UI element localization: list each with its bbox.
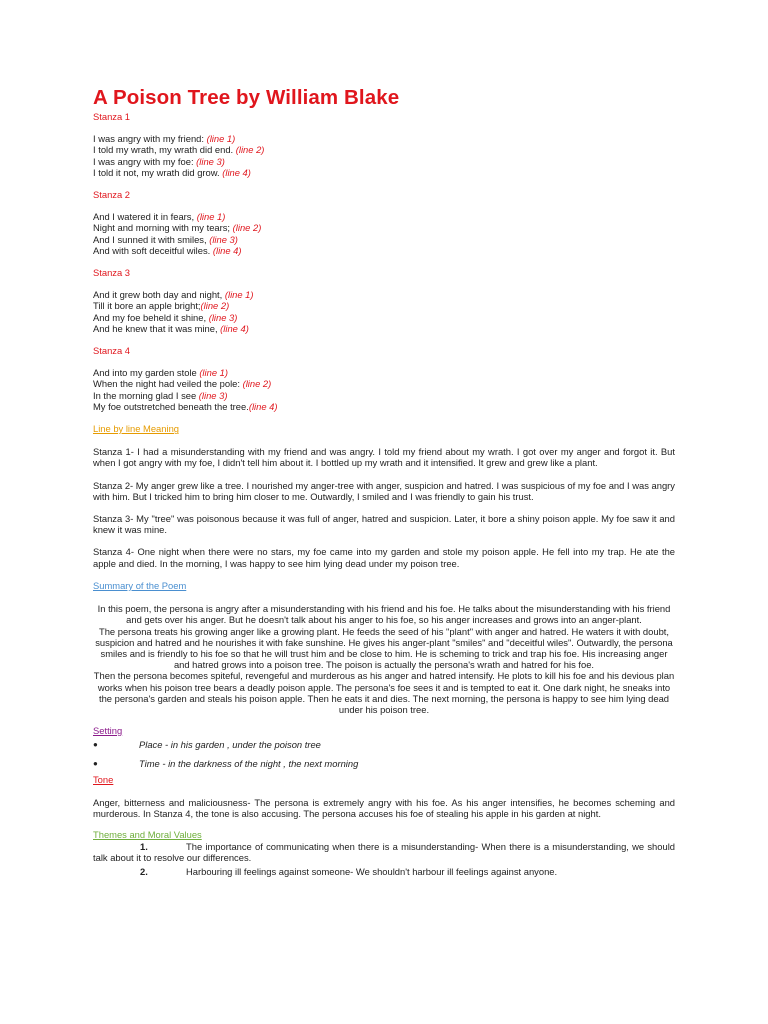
line-tag: (line 1)	[206, 133, 236, 145]
line-tag: (line 4)	[220, 322, 249, 334]
stanza-block	[93, 267, 675, 334]
meaning-paragraph: Stanza 1- I had a misunderstanding with my friend and was angry. I told my friend about my wrath. I got over my anger and forgot it. But when I got angry with my foe, I didn't tell him about it. I bottled up my wrath and it intensified. It grew and grew like a plant.	[93, 446, 675, 469]
tone-heading-link[interactable]: Tone	[93, 774, 114, 786]
theme-number: 2.	[140, 865, 148, 877]
summary-paragraph: The persona treats his growing anger like a growing plant. He feeds the seed of his "plant" with anger and hatred. He waters it with doubt, suspicion and hatred and he nourishes it with fake sunshine. He gives his anger-plant "smiles" and "deceitful wiles". Outwardly, the persona smiles and is friendly to his foe so that he will trust him and be close to him. He is scheming to trick and trap his foe. His increasing anger and hatred grows into a poison tree. The poison is actually the persona's wrath and hatred for his foe.	[95, 625, 673, 671]
poem-line-text: I was angry with my friend:	[93, 133, 207, 145]
poem-line	[93, 211, 675, 222]
stanza-lines	[93, 367, 675, 412]
bullet-icon: ●	[93, 740, 98, 750]
poem-line-text: And he knew that it was mine,	[93, 322, 221, 334]
setting-item-text: Time - in the darkness of the night , the next morning	[139, 758, 359, 770]
tone-paragraph: Anger, bitterness and maliciousness- The persona is extremely angry with his foe. As his anger intensifies, he becomes scheming and murderous. In Stanza 4, the tone is also accusing. The persona accuses his foe of stealing his apple in his garden at night.	[93, 796, 675, 819]
themes-heading-link[interactable]: Themes and Moral Values	[93, 828, 202, 840]
poem-line-text: And I watered it in fears,	[93, 211, 197, 223]
line-tag: (line 3)	[209, 233, 238, 245]
line-tag: (line 3)	[198, 389, 228, 401]
setting-heading-link[interactable]: Setting	[93, 725, 123, 737]
setting-section	[93, 725, 675, 769]
stanza-block	[93, 111, 675, 178]
line-tag: (line 4)	[212, 244, 242, 256]
poem-line	[93, 300, 675, 311]
theme-text: Harbouring ill feelings against someone- We shouldn't harbour ill feelings against anyone.	[186, 865, 558, 877]
poem-line-text: I was angry with my foe:	[93, 155, 197, 167]
poem-line-text: Till it bore an apple bright;	[93, 300, 201, 312]
poem-line-text: And with soft deceitful wiles.	[93, 244, 213, 256]
document-content	[93, 86, 675, 877]
line-tag: (line 4)	[222, 166, 251, 178]
theme-item	[93, 841, 675, 863]
poem-line-text: Night and morning with my tears;	[93, 222, 233, 234]
line-tag: (line 2)	[232, 222, 262, 234]
line-tag: (line 2)	[200, 300, 230, 312]
stanza-block	[93, 189, 675, 256]
poem-line	[93, 156, 675, 167]
line-tag: (line 1)	[196, 211, 226, 223]
stanza-heading: Stanza 2	[93, 189, 131, 201]
poem-line-text: When the night had veiled the pole:	[93, 378, 243, 390]
theme-text: The importance of communicating when there is a misunderstanding- When there is a misunderstanding, we should talk about it to resolve our differences.	[93, 841, 675, 864]
poem-line-text: And it grew both day and night,	[93, 289, 225, 301]
poem-line-text: And I sunned it with smiles,	[93, 233, 210, 245]
setting-item	[93, 739, 675, 750]
poem-line-text: My foe outstretched beneath the tree.	[93, 400, 249, 412]
poem-line	[93, 167, 675, 178]
meaning-section	[93, 423, 675, 569]
summary-heading-link[interactable]: Summary of the Poem	[93, 579, 187, 591]
poem-line-text: In the morning glad I see	[93, 389, 199, 401]
line-tag: (line 2)	[235, 144, 265, 156]
summary-paragraph: In this poem, the persona is angry after a misunderstanding with his friend and his foe. He talks about the misunderstanding with his friend and gets over his anger. But he doesn't talk about his anger to his foe, so his anger increases and grows into an anger-plant.	[97, 603, 671, 626]
meaning-paragraph: Stanza 2- My anger grew like a tree. I nourished my anger-tree with anger, suspicion and hatred. I was suspicious of my foe and I was angry with him. But I tricked him to bring him closer to me. Outwardly, I smiled and I was friendly to gain his trust.	[93, 479, 675, 502]
poem-line	[93, 378, 675, 389]
theme-number: 1.	[140, 841, 148, 853]
line-tag: (line 4)	[248, 400, 278, 412]
stanza-heading: Stanza 1	[93, 111, 131, 122]
themes-section	[93, 829, 675, 877]
page-title: A Poison Tree by William Blake	[93, 86, 400, 109]
line-tag: (line 3)	[196, 155, 225, 167]
stanza-heading: Stanza 4	[93, 345, 131, 357]
setting-item-text: Place - in his garden , under the poison tree	[139, 739, 321, 751]
summary-paragraph: Then the persona becomes spiteful, revengeful and murderous as his anger and hatred intensify. He plots to kill his foe and his devious plan works when his poison tree bears a deadly poison apple. The persona's foe sees it and is tempted to eat it. One dark night, he sneaks into the persona's garden and steals his poison apple. Then he eats it and dies. The next morning, the persona is happy to see him lying dead under his poison tree.	[93, 670, 675, 715]
poem-line-text: I told my wrath, my wrath did end.	[93, 144, 236, 156]
bullet-icon: ●	[93, 759, 98, 769]
poem-line	[93, 289, 675, 300]
poem-line	[93, 245, 675, 256]
poem-line	[93, 133, 675, 144]
stanza-lines	[93, 133, 675, 178]
poem-line-text: And into my garden stole	[93, 367, 200, 379]
line-tag: (line 2)	[242, 378, 272, 390]
poem-line	[93, 234, 675, 245]
poem-line	[93, 390, 675, 401]
poem-line-text: I told it not, my wrath did grow.	[93, 166, 223, 178]
poem-line-text: And my foe beheld it shine,	[93, 311, 209, 323]
setting-item	[93, 758, 675, 769]
theme-item	[93, 866, 675, 877]
meaning-paragraph: Stanza 3- My "tree" was poisonous because it was full of anger, hatred and suspicion. Later, it bore a shiny poison apple. My foe saw it and knew it was mine.	[93, 513, 675, 536]
line-tag: (line 3)	[208, 311, 238, 323]
stanza-heading: Stanza 3	[93, 267, 131, 279]
meaning-heading-link[interactable]: Line by line Meaning	[93, 423, 179, 435]
stanza-lines	[93, 211, 675, 256]
poem-line	[93, 401, 675, 412]
line-tag: (line 1)	[224, 289, 254, 301]
poem-line	[93, 312, 675, 323]
stanza-block	[93, 345, 675, 412]
stanza-lines	[93, 289, 675, 334]
line-tag: (line 1)	[199, 367, 228, 379]
poem-line	[93, 222, 675, 233]
poem-line	[93, 367, 675, 378]
poem-line	[93, 144, 675, 155]
summary-section	[93, 580, 675, 715]
meaning-paragraph: Stanza 4- One night when there were no stars, my foe came into my garden and stole my poison apple. He fell into my trap. He ate the apple and died. In the morning, I was happy to see him lying dead under my poison tree.	[93, 546, 675, 569]
tone-section	[93, 774, 675, 819]
poem-line	[93, 323, 675, 334]
